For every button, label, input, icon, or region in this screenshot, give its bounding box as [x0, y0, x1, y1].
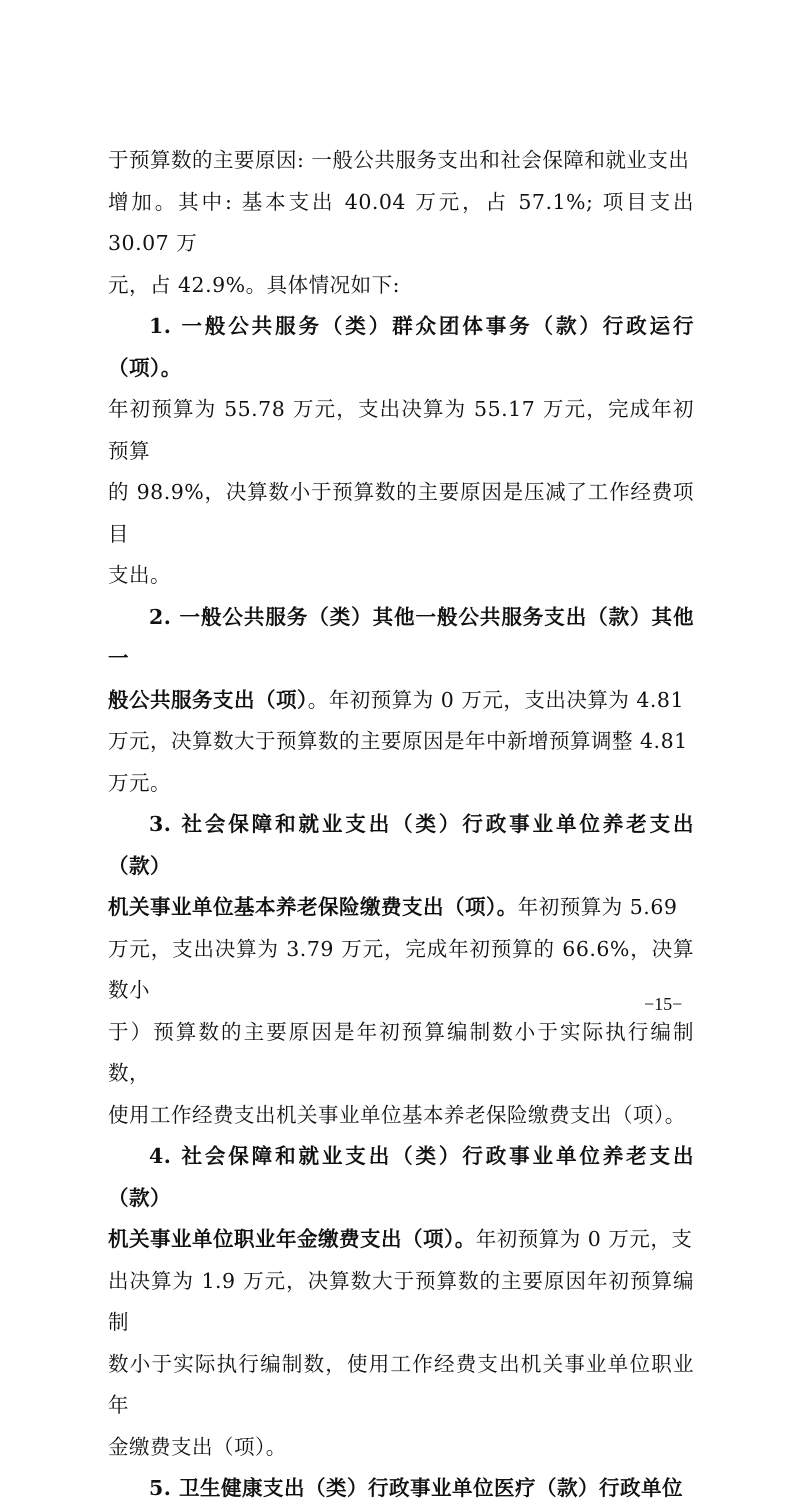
paragraph-item-4: [108, 1136, 694, 1468]
paragraph-intro: [108, 140, 694, 306]
item-heading: 3. 社会保障和就业支出（类）行政事业单位养老支出（款）: [108, 812, 694, 878]
text-line: 元，占 42.9%。具体情况如下:: [108, 272, 401, 297]
item-heading: 般公共服务支出（项）: [108, 687, 308, 712]
text-line: 支出。: [108, 563, 171, 587]
text-line: 数小于实际执行编制数，使用工作经费支出机关事业单位职业年: [108, 1351, 694, 1417]
text-line: 使用工作经费支出机关事业单位基本养老保险缴费支出（项）。: [108, 1102, 686, 1127]
paragraph-item-2: [108, 597, 694, 805]
item-heading: 机关事业单位职业年金缴费支出（项）。: [108, 1227, 476, 1251]
text-line: 的 98.9%，决算数小于预算数的主要原因是压减了工作经费项目: [108, 480, 694, 546]
text-line: 增加。其中: 基本支出 40.04 万元，占 57.1%; 项目支出 30.07 万: [108, 189, 694, 255]
text-line: 于）预算数的主要原因是年初预算编制数小于实际执行编制数，: [108, 1019, 694, 1085]
text-line: 出决算为 1.9 万元，决算数大于预算数的主要原因年初预算编制: [108, 1268, 694, 1334]
text-line: 年初预算为 55.78 万元，支出决算为 55.17 万元，完成年初预算: [108, 397, 694, 463]
text-line: 于预算数的主要原因: 一般公共服务支出和社会保障和就业支出: [108, 148, 690, 172]
item-heading: 2. 一般公共服务（类）其他一般公共服务支出（款）其他一: [108, 604, 694, 670]
document-body: [108, 140, 694, 1510]
text-line: 年初预算为 0 万元，支: [475, 1227, 693, 1251]
item-heading: 5. 卫生健康支出（类）行政事业单位医疗（款）行政单位: [149, 1476, 684, 1500]
text-line: 万元。: [108, 770, 171, 795]
item-heading: 1. 一般公共服务（类）群众团体事务（款）行政运行（项）。: [108, 314, 694, 380]
paragraph-item-5: [108, 1468, 694, 1510]
paragraph-item-1: [108, 306, 694, 597]
text-line: 万元，支出决算为 3.79 万元，完成年初预算的 66.6%，决算数小: [108, 936, 694, 1002]
item-heading: 4. 社会保障和就业支出（类）行政事业单位养老支出（款）: [108, 1144, 694, 1210]
text-line: 。年初预算为 0 万元，支出决算为 4.81: [307, 687, 684, 712]
paragraph-item-3: [108, 804, 694, 1136]
item-heading: 机关事业单位基本养老保险缴费支出（项）。: [108, 895, 518, 919]
text-line: 万元，决算数大于预算数的主要原因是年中新增预算调整 4.81: [108, 729, 688, 753]
text-line: 金缴费支出（项）。: [108, 1434, 287, 1459]
text-line: 年初预算为 5.69: [517, 895, 678, 919]
page-number: −15−: [644, 994, 683, 1014]
